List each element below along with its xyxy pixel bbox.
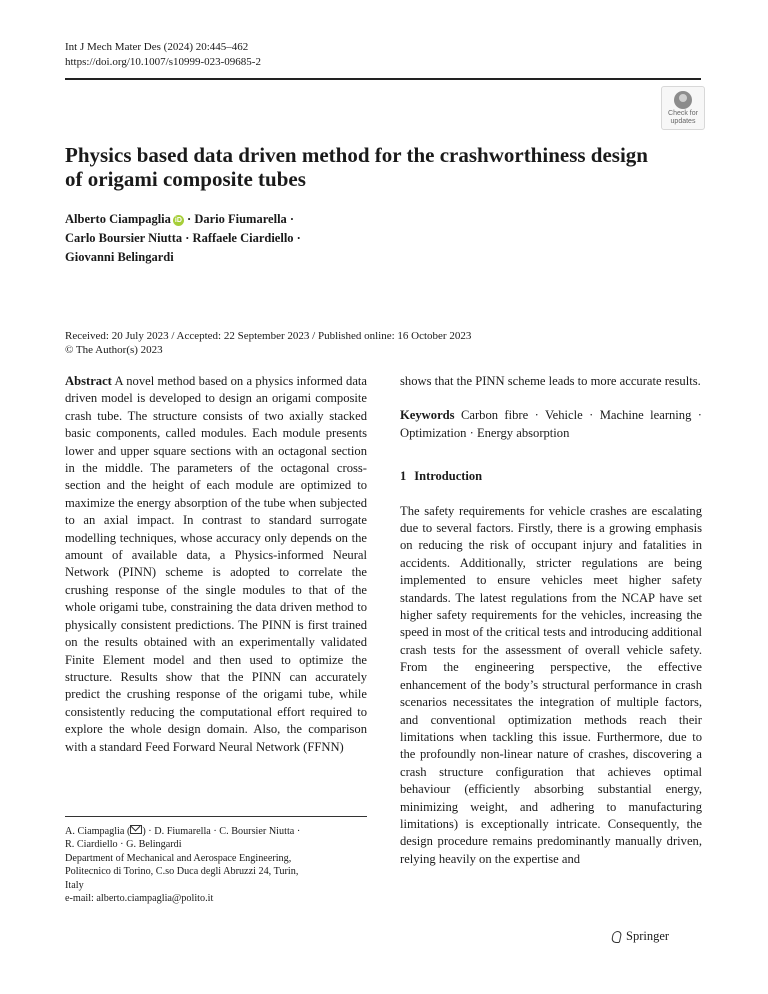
author-names-line-3: Giovanni Belingardi: [65, 250, 174, 264]
author-names-line-2: Carlo Boursier Niutta · Raffaele Ciardiello ·: [65, 231, 301, 245]
affiliation-footnote: [65, 825, 367, 905]
affil-line-4: Politecnico di Torino, C.so Duca degli Abruzzi 24, Turin,: [65, 866, 299, 878]
journal-citation: Int J Mech Mater Des (2024) 20:445–462: [65, 41, 249, 53]
section-number: 1: [400, 469, 407, 484]
orcid-icon[interactable]: iD: [174, 217, 182, 224]
crossmark-icon: [674, 91, 692, 109]
check-for-updates-badge[interactable]: [661, 86, 705, 130]
section-title: Introduction: [414, 469, 483, 484]
right-column: [400, 373, 702, 868]
keywords-text: Carbon fibre · Vehicle · Machine learning · Optimization · Energy absorption: [400, 408, 702, 440]
introduction-paragraph: The safety requirements for vehicle crashes are escalating due to several factors. Firstly, there is a growing emphasis on reducing the risk of occupant injury and fatalities in accidents. Additionally, stricter regulations are being implemented to ensure vehicles meet higher safety standards. The latest regulations from the NCAP have set higher safety requirements for the vehicles, increasing the speed in most of the critical tests and introducing additional crash tests for the assessment of overall vehicle safety. From the engineering perspective, the effective enhancement of the body’s structural performance in crash scenarios necessitates the integration of multiple factors, and conventional optimization methods reach their limitations when tackling this issue. Furthermore, due to the profoundly non-linear nature of crashes, discovering a crash structure configuration that achieves optimal behaviour (efficiently absorbing substantial energy, minimizing weight, and adhering to manufacturing limitations) is exceptionally intricate. Consequently, the design procedure remains predominantly manually driven, relying heavily on the expertise and: [400, 503, 702, 866]
author-names: · Dario Fiumarella ·: [183, 212, 295, 226]
affil-line-5: Italy: [65, 879, 84, 891]
paper-title: Physics based data driven method for the crashworthiness design of origami composite tubes: [65, 143, 648, 191]
springer-logo: [611, 929, 669, 944]
keywords-paragraph: [400, 407, 702, 442]
header-rule: [65, 78, 701, 80]
mail-icon[interactable]: [130, 825, 142, 834]
publication-history: [65, 329, 471, 357]
affil-line-1-post: ) · D. Fiumarella · C. Boursier Niutta ·: [142, 826, 301, 837]
publisher-name: Springer: [626, 929, 670, 943]
affil-line-3: Department of Mechanical and Aerospace Engineering,: [65, 852, 292, 864]
copyright-notice: © The Author(s) 2023: [65, 344, 163, 356]
doi-link[interactable]: https://doi.org/10.1007/s10999-023-09685-2: [65, 56, 261, 68]
springer-horse-icon: [611, 930, 622, 943]
abstract-label: Abstract: [65, 374, 112, 388]
abstract-paragraph: [65, 373, 367, 756]
abstract-continued: shows that the PINN scheme leads to more accurate results.: [400, 374, 701, 388]
left-column: [65, 373, 367, 756]
crossmark-label-2: updates: [670, 118, 696, 125]
history-dates: Received: 20 July 2023 / Accepted: 22 September 2023 / Published online: 16 October 2023: [65, 330, 472, 342]
author-name[interactable]: Alberto Ciampaglia: [65, 212, 171, 226]
affil-line-1-pre: A. Ciampaglia (: [65, 826, 131, 837]
author-list: [65, 210, 465, 267]
journal-header: [65, 40, 261, 70]
crossmark-label-1: Check for: [668, 110, 698, 117]
affil-line-2: R. Ciardiello · G. Belingardi: [65, 839, 182, 851]
footnote-rule: [65, 816, 367, 817]
section-heading: [400, 468, 702, 485]
keywords-label: Keywords: [400, 408, 455, 423]
email-address[interactable]: e-mail: alberto.ciampaglia@polito.it: [65, 893, 214, 905]
abstract-text: A novel method based on a physics informed data driven model is developed to design an origami composite crash tube. The structure consists of two axially stacked basic components, called modules. Each module presents lower and upper square sections with an octagonal section in the middle. The parameters of the octagonal cross-section and the height of each module are optimized to maximize the energy absorption of the tube when subjected to an axial impact. In contrast to standard surrogate modelling techniques, whose accuracy only depends on the amount of available data, a Physics-informed Neural Network (PINN) scheme is adopted to correlate the crushing response of the single modules to that of the whole origami tube, constraining the data driven method to physically consistent predictions. The PINN is first trained on the results obtained with an experimentally validated Finite Element model and then used to optimize the structure. Results show that the PINN can accurately predict the crushing response of the origami tube, while consistently reducing the computational effort required to explore the whole design domain. Also, the comparison with a standard Feed Forward Neural Network (FFNN): [65, 374, 367, 754]
